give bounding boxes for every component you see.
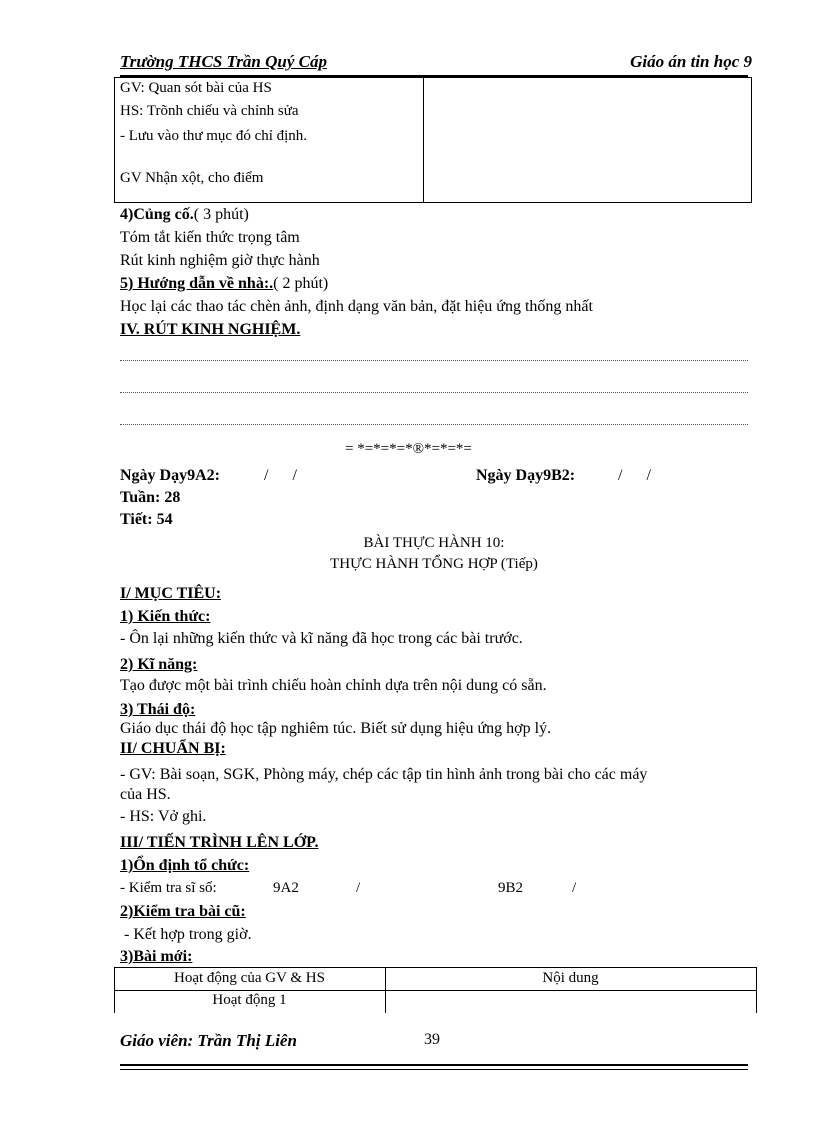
period: Tiết: 54 (120, 511, 173, 528)
day-a-value: / / (264, 467, 297, 484)
tientrinh-heading: III/ TIẾN TRÌNH LÊN LỚP. (120, 834, 319, 851)
top-table-divider (423, 77, 424, 203)
huongdan-heading-row (120, 275, 328, 293)
chuanbi-gv-1: - GV: Bài soạn, SGK, Phòng máy, chép các tập tin hình ảnh trong bài cho các máy (120, 766, 648, 783)
top-table-line-1: GV: Quan sót bài của HS (120, 80, 272, 96)
separator: = *=*=*=*®*=*=*= (345, 441, 472, 457)
rutkinh-heading: IV. RÚT KINH NGHIỆM. (120, 321, 301, 338)
chuanbi-hs: - HS: Vở ghi. (120, 808, 207, 825)
cungco-line-1: Tóm tắt kiến thức trọng tâm (120, 229, 300, 246)
week: Tuần: 28 (120, 489, 181, 506)
kinang-text: Tạo được một bài trình chiếu hoàn chỉnh dựa trên nội dung có sẵn. (120, 677, 547, 694)
bottom-table-header-rule (114, 990, 756, 991)
top-table-line-4: GV Nhận xột, cho điểm (120, 170, 264, 186)
baimoi-heading: 3)Bài mới: (120, 948, 193, 965)
cungco-time: ( 3 phút) (193, 206, 249, 223)
kienthuc-text: - Ôn lại những kiến thức và kĩ năng đã học trong các bài trước. (120, 630, 523, 647)
bottom-table-top (114, 967, 756, 968)
header-subject: Giáo án tin học 9 (630, 52, 752, 71)
siso-slash-a: / (356, 880, 361, 896)
siso-slash-b: / (572, 880, 577, 896)
huongdan-time: ( 2 phút) (273, 275, 329, 292)
bottom-table-col1: Hoạt động của GV & HS (174, 970, 325, 986)
footer-teacher: Giáo viên: Trần Thị Liên (120, 1031, 297, 1050)
day-b-label: Ngày Dạy9B2: (476, 467, 576, 484)
cungco-heading: 4)Củng cố. (120, 206, 194, 223)
day-a-label: Ngày Dạy9A2: (120, 467, 220, 484)
kiemtra-heading: 2)Kiểm tra bài cũ: (120, 903, 246, 920)
thaido-text: Giáo dục thái độ học tập nghiêm túc. Biết sử dụng hiệu ứng hợp lý. (120, 720, 552, 737)
kiemtra-text: - Kết hợp trong giờ. (124, 926, 252, 943)
siso-label: - Kiểm tra sĩ số: (120, 880, 217, 896)
footer-rule-2 (120, 1069, 748, 1070)
thaido-heading: 3) Thái độ: (120, 701, 196, 718)
huongdan-line: Học lại các thao tác chèn ảnh, định dạng văn bản, đặt hiệu ứng thống nhất (120, 298, 593, 315)
top-table-line-2: HS: Trõnh chiếu và chỉnh sửa (120, 103, 299, 119)
dotted-line-3 (120, 424, 748, 425)
dotted-line-1 (120, 360, 748, 361)
bottom-table-row1: Hoạt động 1 (212, 992, 287, 1008)
header-school: Trường THCS Trần Quý Cáp (120, 52, 327, 71)
siso-class-b: 9B2 (498, 880, 524, 896)
cungco-line-2: Rút kinh nghiệm giờ thực hành (120, 252, 320, 269)
huongdan-heading: 5) Hướng dẫn về nhà:. (120, 275, 274, 292)
muctieu-heading: I/ MỤC TIÊU: (120, 585, 222, 602)
siso-class-a: 9A2 (273, 880, 299, 896)
ondinh-heading: 1)Ổn định tổ chức: (120, 857, 250, 874)
kinang-heading: 2) Kĩ năng: (120, 656, 198, 673)
top-table-line-3: - Lưu vào thư mục đó chỉ định. (120, 128, 308, 144)
footer-page: 39 (424, 1031, 440, 1048)
chuanbi-heading: II/ CHUẨN BỊ: (120, 740, 226, 757)
footer-rule-1 (120, 1064, 748, 1066)
lesson-title-2: THỰC HÀNH TỔNG HỢP (Tiếp) (330, 556, 538, 572)
day-b-value: / / (618, 467, 651, 484)
chuanbi-gv-2: của HS. (120, 786, 171, 803)
bottom-table-right (756, 967, 757, 1013)
bottom-table-col2: Nội dung (542, 970, 599, 986)
lesson-title-1: BÀI THỰC HÀNH 10: (363, 535, 505, 551)
dotted-line-2 (120, 392, 748, 393)
kienthuc-heading: 1) Kiến thức: (120, 608, 211, 625)
cungco-heading-row (120, 206, 249, 224)
